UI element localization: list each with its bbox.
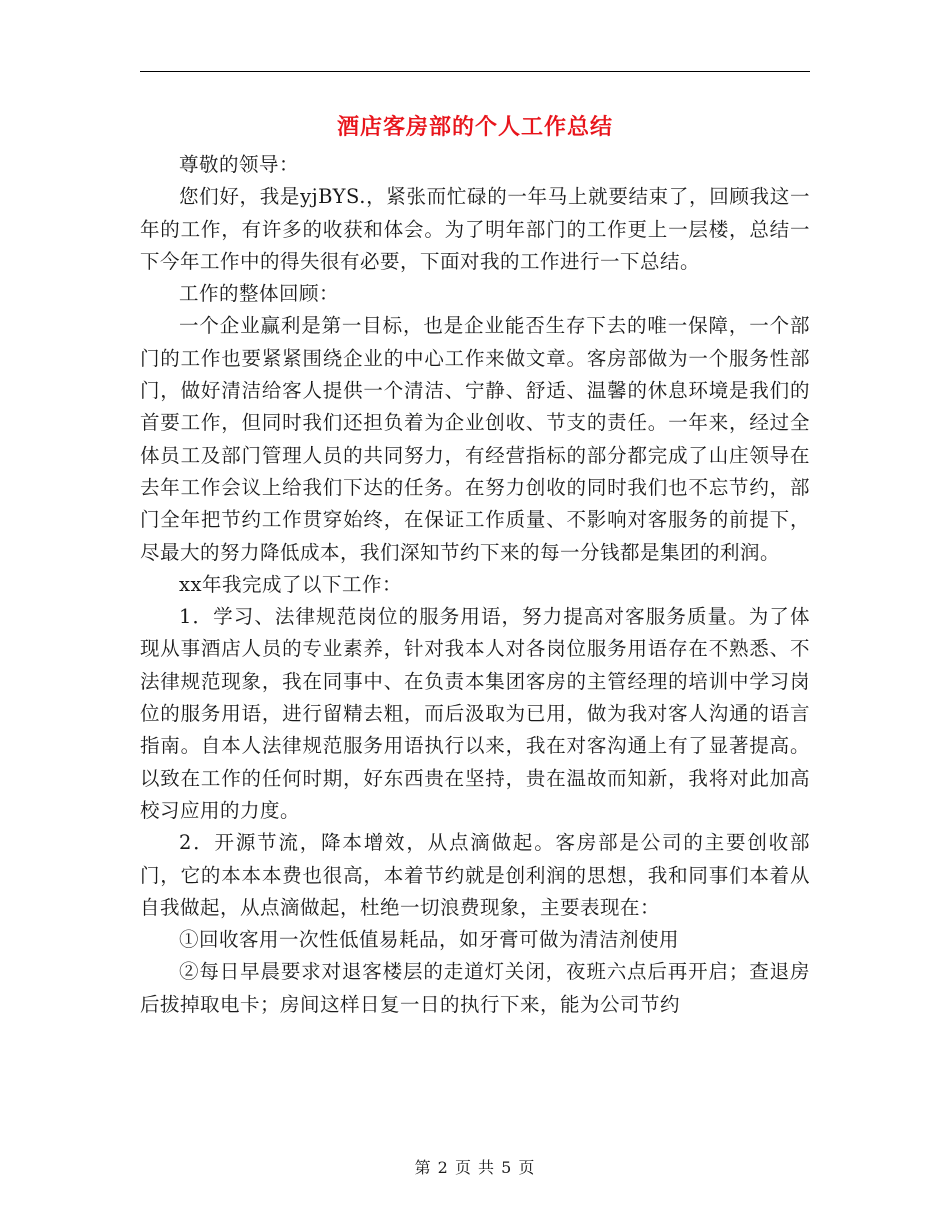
page-number-footer: 第 2 页 共 5 页 [414,1158,536,1177]
paragraph-subitem-1: ①回收客用一次性低值易耗品，如牙膏可做为清洁剂使用 [179,928,680,952]
paragraph-review: 一个企业赢利是第一目标，也是企业能否生存下去的唯一保障，一个部门的工作也要紧紧围绕企业的中心工作来做文章。客房部做为一个服务性部门，做好清洁给客人提供一个清洁、宁静、舒适、温馨的休息环境是我们的首要工作，但同时我们还担负着为企业创收、节支的责任。一年来，经过全体员工及部门管理人员的共同努力，有经营指标的部分都完成了山庄领导在去年工作会议上给我们下达的任务。在努力创收的同时我们也不忘节约，部门全年把节约工作贯穿始终，在保证工作质量、不影响对客服务的前提下，尽最大的努力降低成本，我们深知节约下来的每一分钱都是集团的利润。 [140,314,810,564]
paragraph-tasks-heading: xx年我完成了以下工作： [179,572,402,596]
paragraph-item-2: 2．开源节流，降本增效，从点滴做起。客房部是公司的主要创收部门，它的本本本费也很高，本着节约就是创利润的思想，我和同事们本着从自我做起，从点滴做起，杜绝一切浪费现象，主要表现在： [140,831,810,919]
paragraph-intro: 您们好，我是yjBYS.，紧张而忙碌的一年马上就要结束了，回顾我这一年的工作，有许多的收获和体会。为了明年部门的工作更上一层楼，总结一下今年工作中的得失很有必要，下面对我的工作进行一下总结。 [140,185,810,273]
document-body [140,149,810,1021]
paragraph-item-1: 1．学习、法律规范岗位的服务用语，努力提高对客服务质量。为了体现从事酒店人员的专业素养，针对我本人对各岗位服务用语存在不熟悉、不法律规范现象，我在同事中、在负责本集团客房的主管经理的培训中学习岗位的服务用语，进行留精去粗，而后汲取为已用，做为我对客人沟通的语言指南。自本人法律规范服务用语执行以来，我在对客沟通上有了显著提高。以致在工作的任何时期，好东西贵在坚持，贵在温故而知新，我将对此加高校习应用的力度。 [140,605,810,822]
document-title: 酒店客房部的个人工作总结 [336,114,613,140]
paragraph-salutation: 尊敬的领导： [179,153,300,176]
header-rule [140,71,810,72]
paragraph-review-heading: 工作的整体回顾： [179,282,340,306]
paragraph-subitem-2: ②每日早晨要求对退客楼层的走道灯关闭，夜班六点后再开启；查退房后拔掉取电卡；房间这样日复一日的执行下来，能为公司节约 [140,960,810,1016]
